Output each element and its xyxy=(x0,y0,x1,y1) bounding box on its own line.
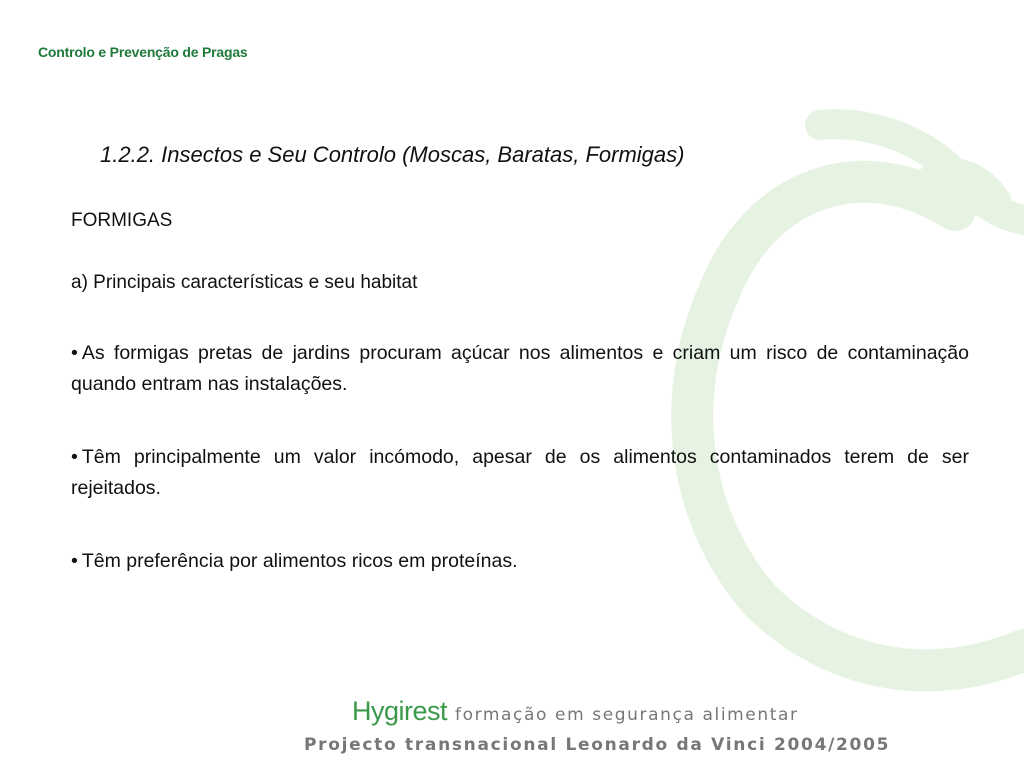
footer-logo: Hygirest xyxy=(352,696,448,726)
bullet-text: As formigas pretas de jardins procuram açúcar nos alimentos e criam um risco de contaminação quando entram nas instalações. xyxy=(71,342,969,395)
bullet-list xyxy=(71,338,969,619)
topic-heading: FORMIGAS xyxy=(71,210,173,231)
header-title: Controlo e Prevenção de Pragas xyxy=(38,44,248,60)
bullet-dot: • xyxy=(71,446,78,468)
footer-project: Projecto transnacional Leonardo da Vinci 2004/2005 xyxy=(304,735,891,755)
footer-tagline: formação em segurança alimentar xyxy=(455,705,799,725)
bullet-item xyxy=(71,442,969,504)
bullet-text: Têm preferência por alimentos ricos em proteínas. xyxy=(81,550,518,572)
bullet-dot: • xyxy=(71,550,78,572)
bullet-item xyxy=(71,338,969,400)
bullet-text: Têm principalmente um valor incómodo, apesar de os alimentos contaminados terem de ser rejeitados. xyxy=(71,446,969,499)
sub-heading: a) Principais características e seu habitat xyxy=(71,272,418,293)
bullet-dot: • xyxy=(71,342,78,364)
section-title: 1.2.2. Insectos e Seu Controlo (Moscas, Baratas, Formigas) xyxy=(100,142,685,167)
bullet-item xyxy=(71,546,969,577)
